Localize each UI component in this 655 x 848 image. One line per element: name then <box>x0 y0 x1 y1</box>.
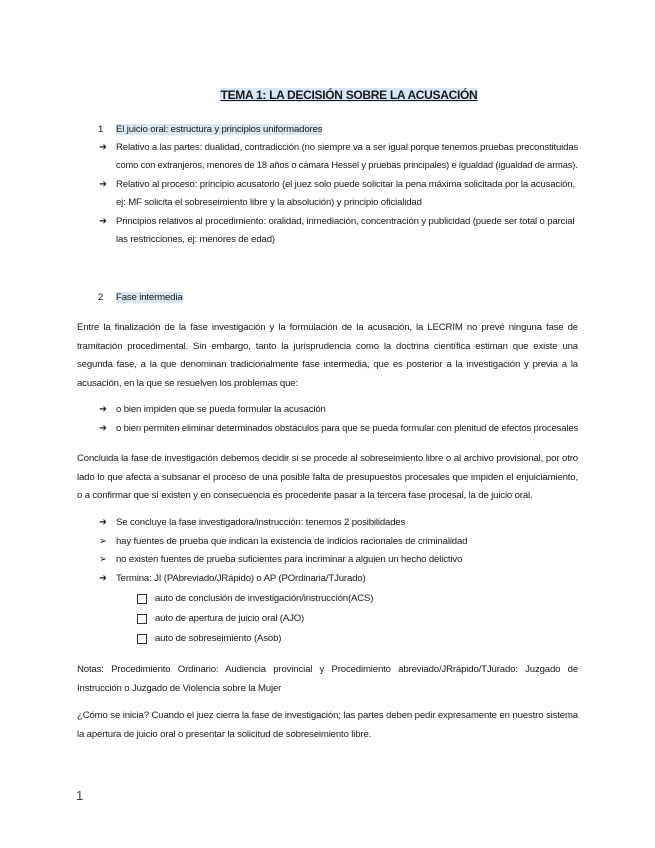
question-paragraph: ¿Cómo se inicia? Cuando el juez cierra la fase de investigación; las partes deben pedir expresamente en nuestro sistema la apertura de juicio oral o presentar la solicitud de sobreseimiento libre. <box>77 710 578 740</box>
bullet-line: no existen fuentes de prueba suficientes para incriminar a alguien un hecho delictivo <box>116 554 463 565</box>
section-1-heading: El juicio oral: estructura y principios uniformadores <box>116 124 323 135</box>
paragraph: Concluida la fase de investigación debemos decidir si se procede al sobreseimiento libre o al archivo provisional, por otro lado lo que afecta a subsanar el proceso de una posible falta de presupuestos procesales que impiden el enjuiciamiento, o a confirmar que sí existen y en consecuencia es procedente pasar a la tercera fase procesal, la de juicio oral. <box>77 453 578 501</box>
section-2-number: 2 <box>98 292 104 303</box>
checkbox-icon <box>137 594 147 604</box>
bullet-line: Relativo al proceso: principio acusatorio (el juez solo puede solicitar la pena máxima solicitada por la acusación, <box>116 179 575 190</box>
arrow-bullet-icon: ➔ <box>99 179 107 190</box>
arrowhead-bullet-icon: ➢ <box>99 536 107 547</box>
checkbox-icon <box>137 614 147 624</box>
arrow-bullet-icon: ➔ <box>99 142 107 153</box>
arrow-bullet-icon: ➔ <box>99 517 107 528</box>
bullet-line: Principios relativos al procedimiento: oralidad, inmediación, concentración y publicidad (puede ser total o parcial <box>116 216 575 227</box>
bullet-line: Relativo a las partes: dualidad, contradicción (no siempre va a ser igual porque tenemos pruebas preconstituidas <box>116 142 579 153</box>
checkbox-item-label: auto de apertura de juicio oral (AJO) <box>155 613 305 624</box>
arrow-bullet-icon: ➔ <box>99 216 107 227</box>
bullet-line: Se concluye la fase investigadora/instrucción: tenemos 2 posibilidades <box>116 517 406 528</box>
page-title: TEMA 1: LA DECISIÓN SOBRE LA ACUSACIÓN <box>220 88 478 102</box>
checkbox-item-label: auto de sobreseimiento (Asob) <box>155 633 282 644</box>
bullet-line: como con extranjeros, menores de 18 años o cámara Hessel y pruebas principales) e igualdad (igualdad de armas). <box>116 160 578 171</box>
notes-paragraph: Notas: Procedimiento Ordinario: Audiencia provincial y Procedimiento abreviado/JRrápido/TJurado: Juzgado de Instrucción o Juzgado de Violencia sobre la Mujer <box>77 664 578 694</box>
checkbox-item-label: auto de conclusión de investigación/instrucción(ACS) <box>155 593 374 604</box>
arrowhead-bullet-icon: ➢ <box>99 554 107 565</box>
section-2-heading: Fase intermedia <box>116 292 183 303</box>
bullet-line: Termina: JI (PAbreviado/JRápido) o AP (POrdinaria/TJurado) <box>116 573 366 584</box>
section-1-number: 1 <box>98 124 104 135</box>
bullet-line: o bien permiten eliminar determinados obstáculos para que se pueda formular con plenitud de efectos procesales <box>116 423 579 434</box>
checkbox-icon <box>137 634 147 644</box>
arrow-bullet-icon: ➔ <box>99 404 107 415</box>
bullet-line: hay fuentes de prueba que indican la existencia de indicios racionales de criminalidad <box>116 536 468 547</box>
paragraph: Entre la finalización de la fase investigación y la formulación de la acusación, la LECRIM no prevé ninguna fase de tramitación procedimental. Sin embargo, tanto la jurisprudencia como la doctrina científica estiman que existe una segunda fase, a la que denominan tradicionalmente fase intermedia, que es posterior a la investigación y previa a la acusación, en la que se resuelven los problemas que: <box>77 322 578 389</box>
page-number: 1 <box>76 788 84 803</box>
arrow-bullet-icon: ➔ <box>99 423 107 434</box>
bullet-line: ej: MF solicita el sobreseimiento libre y la absolución) y principio oficialidad <box>116 197 422 208</box>
bullet-line: o bien impiden que se pueda formular la acusación <box>116 404 326 415</box>
bullet-line: las restricciones, ej: menores de edad) <box>116 234 275 245</box>
arrow-bullet-icon: ➔ <box>99 573 107 584</box>
